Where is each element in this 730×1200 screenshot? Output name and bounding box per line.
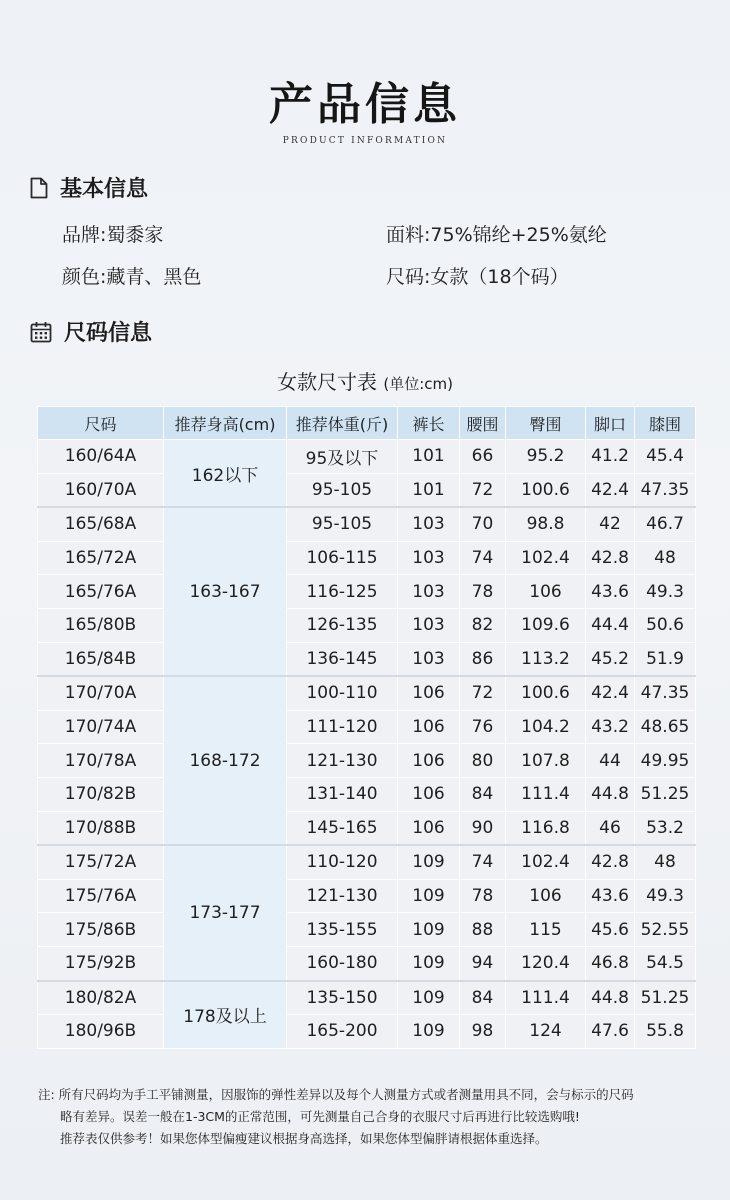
hem-cell: 43.2 <box>586 710 635 744</box>
weight-cell: 126-135 <box>287 608 398 642</box>
waist-cell: 70 <box>460 507 506 541</box>
waist-cell: 72 <box>460 676 506 710</box>
hip-cell: 107.8 <box>506 744 586 778</box>
size-cell: 165/68A <box>38 507 164 541</box>
length-cell: 106 <box>398 710 460 744</box>
length-cell: 106 <box>398 676 460 710</box>
measurement-note <box>38 1084 708 1150</box>
hip-cell: 100.6 <box>506 676 586 710</box>
weight-cell: 95及以下 <box>287 440 398 474</box>
hip-cell: 111.4 <box>506 981 586 1015</box>
header-cell: 腰围 <box>460 407 506 440</box>
size-cell: 175/72A <box>38 845 164 879</box>
table-row <box>38 946 696 980</box>
length-cell: 109 <box>398 946 460 980</box>
hip-cell: 115 <box>506 913 586 947</box>
header-cell: 臀围 <box>506 407 586 440</box>
calendar-icon <box>30 321 52 343</box>
hip-cell: 102.4 <box>506 541 586 575</box>
waist-cell: 76 <box>460 710 506 744</box>
height-cell: 163-167 <box>164 507 287 676</box>
hem-cell: 42.8 <box>586 541 635 575</box>
header-cell: 脚口 <box>586 407 635 440</box>
knee-cell: 54.5 <box>635 946 696 980</box>
table-row <box>38 676 696 710</box>
waist-cell: 80 <box>460 744 506 778</box>
waist-cell: 82 <box>460 608 506 642</box>
hem-cell: 47.6 <box>586 1015 635 1049</box>
weight-cell: 110-120 <box>287 845 398 879</box>
length-cell: 109 <box>398 879 460 913</box>
hem-cell: 42.4 <box>586 676 635 710</box>
header-cell: 推荐体重(斤) <box>287 407 398 440</box>
weight-cell: 135-155 <box>287 913 398 947</box>
note-line: 略有差异。误差一般在1-3CM的正常范围，可先测量自己合身的衣服尺寸后再进行比较选购哦! <box>60 1109 580 1124</box>
document-icon <box>30 177 48 199</box>
knee-cell: 51.25 <box>635 981 696 1015</box>
table-row <box>38 507 696 541</box>
hip-cell: 98.8 <box>506 507 586 541</box>
note-line: 注: 所有尺码均为手工平铺测量，因服饰的弹性差异以及每个人测量方式或者测量用具不同，会与标示的尺码 <box>38 1087 634 1102</box>
length-cell: 103 <box>398 642 460 676</box>
weight-cell: 95-105 <box>287 473 398 507</box>
hem-cell: 41.2 <box>586 440 635 474</box>
hip-cell: 120.4 <box>506 946 586 980</box>
hip-cell: 102.4 <box>506 845 586 879</box>
table-row <box>38 473 696 507</box>
hem-cell: 43.6 <box>586 575 635 609</box>
hem-cell: 42 <box>586 507 635 541</box>
header-cell: 尺码 <box>38 407 164 440</box>
waist-cell: 66 <box>460 440 506 474</box>
weight-cell: 136-145 <box>287 642 398 676</box>
note-line: 推荐表仅供参考！如果您体型偏瘦建议根据身高选择，如果您体型偏胖请根据体重选择。 <box>60 1131 548 1146</box>
page-subtitle: PRODUCT INFORMATION <box>282 136 448 146</box>
size-cell: 170/70A <box>38 676 164 710</box>
height-cell: 162以下 <box>164 440 287 508</box>
header-cell: 裤长 <box>398 407 460 440</box>
hem-cell: 43.6 <box>586 879 635 913</box>
hem-cell: 42.4 <box>586 473 635 507</box>
weight-cell: 116-125 <box>287 575 398 609</box>
size-cell: 175/86B <box>38 913 164 947</box>
length-cell: 103 <box>398 541 460 575</box>
hem-cell: 44.8 <box>586 981 635 1015</box>
size-table <box>37 406 696 1049</box>
length-cell: 106 <box>398 777 460 811</box>
size-cell: 175/76A <box>38 879 164 913</box>
height-cell: 178及以上 <box>164 981 287 1049</box>
hem-cell: 45.6 <box>586 913 635 947</box>
waist-cell: 98 <box>460 1015 506 1049</box>
size-cell: 175/92B <box>38 946 164 980</box>
knee-cell: 51.9 <box>635 642 696 676</box>
knee-cell: 49.3 <box>635 879 696 913</box>
knee-cell: 48 <box>635 845 696 879</box>
size-cell: 180/82A <box>38 981 164 1015</box>
hip-cell: 106 <box>506 879 586 913</box>
table-row <box>38 981 696 1015</box>
size-table-header-row <box>38 407 696 440</box>
size-table-unit: (单位:cm) <box>383 375 453 393</box>
hem-cell: 44.8 <box>586 777 635 811</box>
knee-cell: 50.6 <box>635 608 696 642</box>
hem-cell: 46.8 <box>586 946 635 980</box>
waist-cell: 78 <box>460 879 506 913</box>
color-text: 颜色:藏青、黑色 <box>62 266 202 288</box>
weight-cell: 135-150 <box>287 981 398 1015</box>
length-cell: 106 <box>398 811 460 845</box>
waist-cell: 86 <box>460 642 506 676</box>
weight-cell: 145-165 <box>287 811 398 845</box>
header-cell: 膝围 <box>635 407 696 440</box>
size-cell: 165/84B <box>38 642 164 676</box>
table-row <box>38 440 696 474</box>
basic-info-heading <box>30 172 148 203</box>
hem-cell: 44.4 <box>586 608 635 642</box>
table-row <box>38 744 696 778</box>
weight-cell: 131-140 <box>287 777 398 811</box>
waist-cell: 74 <box>460 541 506 575</box>
length-cell: 109 <box>398 913 460 947</box>
size-cell: 170/82B <box>38 777 164 811</box>
waist-cell: 74 <box>460 845 506 879</box>
length-cell: 109 <box>398 845 460 879</box>
hem-cell: 45.2 <box>586 642 635 676</box>
table-row <box>38 541 696 575</box>
page-title: 产品信息 <box>269 79 461 130</box>
weight-cell: 100-110 <box>287 676 398 710</box>
waist-cell: 72 <box>460 473 506 507</box>
hip-cell: 113.2 <box>506 642 586 676</box>
header-cell: 推荐身高(cm) <box>164 407 287 440</box>
weight-cell: 160-180 <box>287 946 398 980</box>
knee-cell: 47.35 <box>635 676 696 710</box>
table-row <box>38 879 696 913</box>
table-row <box>38 777 696 811</box>
table-row <box>38 575 696 609</box>
height-cell: 173-177 <box>164 845 287 980</box>
brand-text: 品牌:蜀黍家 <box>62 224 164 246</box>
hip-cell: 104.2 <box>506 710 586 744</box>
knee-cell: 49.95 <box>635 744 696 778</box>
size-cell: 170/74A <box>38 710 164 744</box>
size-info-heading-text: 尺码信息 <box>64 321 153 346</box>
height-cell: 168-172 <box>164 676 287 845</box>
knee-cell: 53.2 <box>635 811 696 845</box>
size-cell: 180/96B <box>38 1015 164 1049</box>
length-cell: 103 <box>398 608 460 642</box>
knee-cell: 49.3 <box>635 575 696 609</box>
hip-cell: 116.8 <box>506 811 586 845</box>
length-cell: 109 <box>398 1015 460 1049</box>
hip-cell: 111.4 <box>506 777 586 811</box>
hip-cell: 100.6 <box>506 473 586 507</box>
size-info-heading <box>30 316 152 347</box>
length-cell: 106 <box>398 744 460 778</box>
weight-cell: 121-130 <box>287 879 398 913</box>
waist-cell: 84 <box>460 777 506 811</box>
size-table-title <box>0 366 730 395</box>
hip-cell: 124 <box>506 1015 586 1049</box>
size-cell: 160/64A <box>38 440 164 474</box>
length-cell: 109 <box>398 981 460 1015</box>
weight-cell: 165-200 <box>287 1015 398 1049</box>
size-table-title-text: 女款尺寸表 <box>277 370 377 394</box>
table-row <box>38 913 696 947</box>
knee-cell: 46.7 <box>635 507 696 541</box>
knee-cell: 48.65 <box>635 710 696 744</box>
table-row <box>38 1015 696 1049</box>
size-count-text: 尺码:女款（18个码） <box>386 266 569 288</box>
waist-cell: 94 <box>460 946 506 980</box>
waist-cell: 88 <box>460 913 506 947</box>
size-cell: 165/76A <box>38 575 164 609</box>
table-row <box>38 608 696 642</box>
hip-cell: 95.2 <box>506 440 586 474</box>
knee-cell: 48 <box>635 541 696 575</box>
weight-cell: 121-130 <box>287 744 398 778</box>
basic-info-heading-text: 基本信息 <box>60 177 149 202</box>
length-cell: 103 <box>398 575 460 609</box>
hem-cell: 44 <box>586 744 635 778</box>
hip-cell: 106 <box>506 575 586 609</box>
size-cell: 170/78A <box>38 744 164 778</box>
hem-cell: 46 <box>586 811 635 845</box>
waist-cell: 90 <box>460 811 506 845</box>
table-row <box>38 811 696 845</box>
weight-cell: 106-115 <box>287 541 398 575</box>
weight-cell: 95-105 <box>287 507 398 541</box>
weight-cell: 111-120 <box>287 710 398 744</box>
hip-cell: 109.6 <box>506 608 586 642</box>
waist-cell: 78 <box>460 575 506 609</box>
knee-cell: 47.35 <box>635 473 696 507</box>
length-cell: 101 <box>398 440 460 474</box>
size-cell: 165/80B <box>38 608 164 642</box>
size-cell: 160/70A <box>38 473 164 507</box>
fabric-text: 面料:75%锦纶+25%氨纶 <box>386 224 607 246</box>
size-cell: 165/72A <box>38 541 164 575</box>
knee-cell: 51.25 <box>635 777 696 811</box>
table-row <box>38 710 696 744</box>
knee-cell: 52.55 <box>635 913 696 947</box>
knee-cell: 45.4 <box>635 440 696 474</box>
table-row <box>38 845 696 879</box>
waist-cell: 84 <box>460 981 506 1015</box>
hem-cell: 42.8 <box>586 845 635 879</box>
table-row <box>38 642 696 676</box>
length-cell: 101 <box>398 473 460 507</box>
size-cell: 170/88B <box>38 811 164 845</box>
length-cell: 103 <box>398 507 460 541</box>
knee-cell: 55.8 <box>635 1015 696 1049</box>
